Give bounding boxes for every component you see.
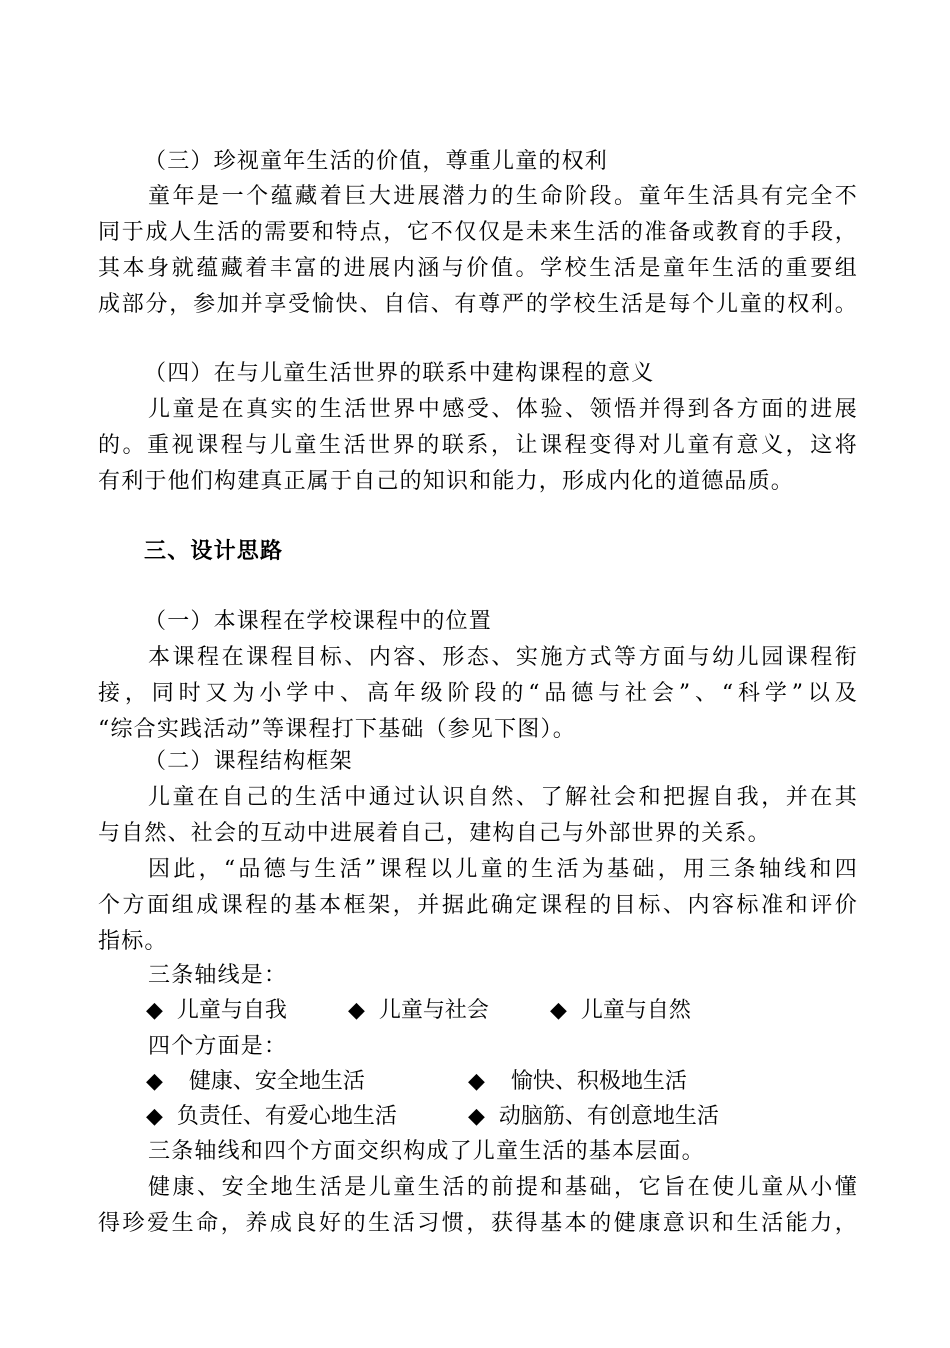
paragraph-line: 接，同时又为小学中、高年级阶段的“品德与社会”、“科学”以及 <box>98 681 858 706</box>
axis-item-label: 儿童与社会 <box>378 998 489 1023</box>
diamond-bullet-icon: ◆ <box>146 1069 163 1094</box>
diamond-bullet-icon: ◆ <box>468 1104 485 1129</box>
aspect-item-label: 负责任、有爱心地生活 <box>176 1104 397 1129</box>
subsection-heading-3: （三）珍视童年生活的价值，尊重儿童的权利 <box>144 149 609 174</box>
axis-item-label: 儿童与自然 <box>580 998 691 1023</box>
axis-item <box>348 997 489 1025</box>
aspect-item-label: 健康、安全地生活 <box>188 1069 365 1094</box>
paragraph-line: 三条轴线和四个方面交织构成了儿童生活的基本层面。 <box>148 1139 705 1164</box>
paragraph-line: 儿童是在真实的生活世界中感受、体验、领悟并得到各方面的进展 <box>148 397 858 422</box>
paragraph-line: 其本身就蕴藏着丰富的进展内涵与价值。学校生活是童年生活的重要组 <box>98 256 858 281</box>
paragraph-line: 儿童在自己的生活中通过认识自然、了解社会和把握自我，并在其 <box>148 785 858 810</box>
axes-intro: 三条轴线是： <box>148 963 288 988</box>
diamond-bullet-icon: ◆ <box>146 998 163 1023</box>
paragraph-line: 的。重视课程与儿童生活世界的联系，让课程变得对儿童有意义，这将 <box>98 433 858 458</box>
axis-item <box>146 997 287 1025</box>
paragraph-line: 与自然、社会的互动中进展着自己，建构自己与外部世界的关系。 <box>98 821 771 846</box>
aspect-item <box>468 1103 719 1131</box>
paragraph-line: “综合实践活动”等课程打下基础（参见下图）。 <box>98 717 576 742</box>
diamond-bullet-icon: ◆ <box>146 1104 163 1129</box>
paragraph-line: 因此，“品德与生活”课程以儿童的生活为基础，用三条轴线和四 <box>148 857 858 882</box>
section-heading-design: 三、设计思路 <box>144 539 284 564</box>
axis-item <box>550 997 691 1025</box>
axis-item-label: 儿童与自我 <box>176 998 287 1023</box>
diamond-bullet-icon: ◆ <box>550 998 567 1023</box>
aspect-item <box>146 1068 365 1096</box>
paragraph-line: 成部分，参加并享受愉快、自信、有尊严的学校生活是每个儿童的权利。 <box>98 292 858 317</box>
subsection-heading-4: （四）在与儿童生活世界的联系中建构课程的意义 <box>144 361 655 386</box>
diamond-bullet-icon: ◆ <box>348 998 365 1023</box>
aspect-item <box>468 1068 687 1096</box>
paragraph-line: 本课程在课程目标、内容、形态、实施方式等方面与幼儿园课程衔 <box>148 645 858 670</box>
paragraph-line: 个方面组成课程的基本框架，并据此确定课程的目标、内容标准和评价 <box>98 893 858 918</box>
paragraph-line: 得珍爱生命，养成良好的生活习惯，获得基本的健康意识和生活能力， <box>98 1211 858 1236</box>
paragraph-line: 健康、安全地生活是儿童生活的前提和基础，它旨在使儿童从小懂 <box>148 1175 858 1200</box>
aspects-intro: 四个方面是： <box>148 1034 288 1059</box>
paragraph-line: 童年是一个蕴藏着巨大进展潜力的生命阶段。童年生活具有完全不 <box>148 184 858 209</box>
aspect-item-label: 愉快、积极地生活 <box>510 1069 687 1094</box>
subsection-heading-framework: （二）课程结构框架 <box>144 749 353 774</box>
paragraph-line: 指标。 <box>98 929 168 954</box>
subsection-heading-position: （一）本课程在学校课程中的位置 <box>144 609 493 634</box>
diamond-bullet-icon: ◆ <box>468 1069 485 1094</box>
aspect-item-label: 动脑筋、有创意地生活 <box>498 1104 719 1129</box>
aspect-item <box>146 1103 397 1131</box>
paragraph-line: 有利于他们构建真正属于自己的知识和能力，形成内化的道德品质。 <box>98 469 795 494</box>
paragraph-line: 同于成人生活的需要和特点，它不仅仅是未来生活的准备或教育的手段， <box>98 220 858 245</box>
